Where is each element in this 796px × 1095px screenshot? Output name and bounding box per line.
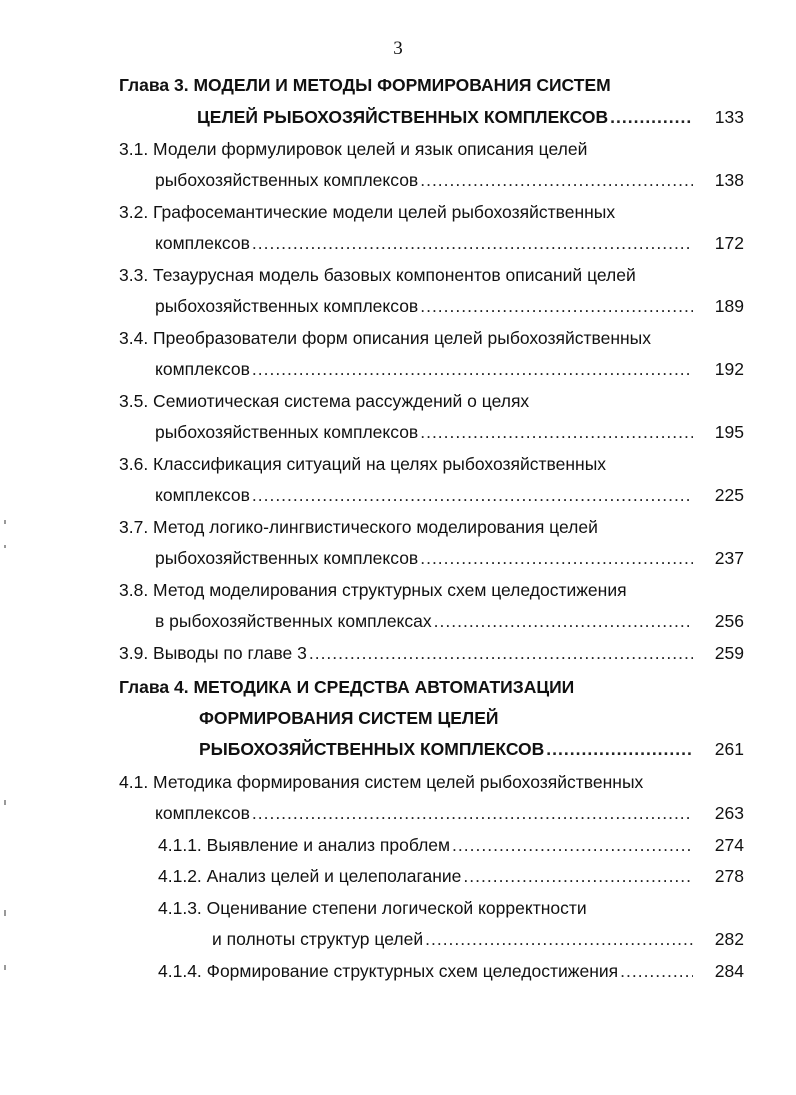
toc-entry-3-2-page: 172	[714, 233, 744, 253]
leader-dots	[420, 421, 693, 443]
toc-entry-text: 4.1.1. Выявление и анализ проблем	[158, 835, 451, 855]
toc-entry-3-7-line-1: 3.7. Метод логико-лингвистического моделирования целей	[119, 517, 598, 537]
toc-entry-3-6-page: 225	[714, 485, 744, 505]
leader-dots	[252, 358, 693, 380]
chapter-3-page: 133	[714, 107, 744, 127]
toc-entry-4-1-4-page: 284	[714, 961, 744, 981]
toc-entry-3-1-page: 138	[714, 170, 744, 190]
toc-entry-text: комплексов	[155, 803, 250, 823]
toc-entry-3-2-line-2	[155, 232, 693, 254]
leader-dots	[452, 834, 693, 856]
chapter-3-title-line-1: Глава 3. МОДЕЛИ И МЕТОДЫ ФОРМИРОВАНИЯ СИСТЕМ	[119, 75, 611, 95]
leader-dots	[252, 802, 693, 824]
toc-entry-4-1-4	[158, 960, 693, 982]
leader-dots	[420, 547, 693, 569]
leader-dots	[425, 928, 693, 950]
toc-entry-3-5-page: 195	[714, 422, 744, 442]
toc-entry-3-9	[119, 642, 693, 664]
scan-artifact	[4, 520, 6, 524]
leader-dots	[252, 232, 693, 254]
scan-artifact	[4, 910, 6, 916]
toc-entry-3-5-line-1: 3.5. Семиотическая система рассуждений о целях	[119, 391, 530, 411]
page-number: 3	[393, 38, 403, 59]
scan-artifact	[4, 800, 6, 805]
toc-entry-text: комплексов	[155, 233, 250, 253]
toc-entry-3-1-line-2	[155, 169, 693, 191]
leader-dots	[463, 865, 693, 887]
toc-entry-text: рыбохозяйственных комплексов	[155, 296, 419, 316]
toc-entry-text: рыбохозяйственных комплексов	[155, 548, 419, 568]
leader-dots	[546, 738, 693, 760]
toc-entry-4-1-page: 263	[714, 803, 744, 823]
toc-entry-text: и полноты структур целей	[212, 929, 424, 949]
scan-artifact	[4, 965, 6, 970]
toc-entry-4-1-line-1: 4.1. Методика формирования систем целей рыбохозяйственных	[119, 772, 644, 792]
toc-entry-3-6-line-2	[155, 484, 693, 506]
toc-entry-4-1-2-page: 278	[714, 866, 744, 886]
toc-entry-3-4-line-1: 3.4. Преобразователи форм описания целей рыбохозяйственных	[119, 328, 651, 348]
leader-dots	[309, 642, 693, 664]
toc-entry-4-1-3-page: 282	[714, 929, 744, 949]
toc-entry-3-9-page: 259	[714, 643, 744, 663]
chapter-3-title-line-2	[197, 106, 693, 128]
leader-dots	[610, 106, 693, 128]
scan-artifact	[4, 545, 6, 548]
toc-entry-3-7-line-2	[155, 547, 693, 569]
toc-entry-3-5-line-2	[155, 421, 693, 443]
chapter-4-title-line-2: ФОРМИРОВАНИЯ СИСТЕМ ЦЕЛЕЙ	[199, 708, 499, 728]
toc-entry-3-1-line-1: 3.1. Модели формулировок целей и язык описания целей	[119, 139, 588, 159]
toc-entry-4-1-3-line-2	[212, 928, 693, 950]
chapter-4-page: 261	[714, 739, 744, 759]
toc-entry-3-7-page: 237	[714, 548, 744, 568]
toc-entry-3-8-page: 256	[714, 611, 744, 631]
toc-entry-text: комплексов	[155, 359, 250, 379]
toc-entry-3-4-line-2	[155, 358, 693, 380]
chapter-4-title-text: РЫБОХОЗЯЙСТВЕННЫХ КОМПЛЕКСОВ	[199, 739, 545, 759]
chapter-3-title-text: ЦЕЛЕЙ РЫБОХОЗЯЙСТВЕННЫХ КОМПЛЕКСОВ	[197, 107, 609, 127]
toc-entry-3-6-line-1: 3.6. Классификация ситуаций на целях рыбохозяйственных	[119, 454, 607, 474]
toc-entry-text: рыбохозяйственных комплексов	[155, 170, 419, 190]
leader-dots	[252, 484, 693, 506]
chapter-4-title-line-1: Глава 4. МЕТОДИКА И СРЕДСТВА АВТОМАТИЗАЦИИ	[119, 677, 575, 697]
toc-entry-text: 4.1.2. Анализ целей и целеполагание	[158, 866, 462, 886]
toc-entry-text: 3.9. Выводы по главе 3	[119, 643, 307, 663]
toc-entry-3-3-line-2	[155, 295, 693, 317]
toc-entry-4-1-1-page: 274	[714, 835, 744, 855]
toc-entry-text: комплексов	[155, 485, 250, 505]
toc-entry-3-3-page: 189	[714, 296, 744, 316]
toc-entry-3-2-line-1: 3.2. Графосемантические модели целей рыбохозяйственных	[119, 202, 616, 222]
toc-entry-4-1-2	[158, 865, 693, 887]
toc-entry-3-4-page: 192	[714, 359, 744, 379]
leader-dots	[420, 295, 693, 317]
toc-entry-4-1-1	[158, 834, 693, 856]
toc-entry-3-8-line-2	[155, 610, 693, 632]
chapter-4-title-line-3	[199, 738, 693, 760]
toc-entry-4-1-line-2	[155, 802, 693, 824]
toc-entry-text: в рыбохозяйственных комплексах	[155, 611, 432, 631]
toc-entry-3-8-line-1: 3.8. Метод моделирования структурных схем целедостижения	[119, 580, 627, 600]
toc-entry-3-3-line-1: 3.3. Тезаурусная модель базовых компонентов описаний целей	[119, 265, 636, 285]
leader-dots	[620, 960, 693, 982]
toc-entry-4-1-3-line-1: 4.1.3. Оценивание степени логической корректности	[158, 898, 587, 918]
leader-dots	[434, 610, 693, 632]
toc-entry-text: рыбохозяйственных комплексов	[155, 422, 419, 442]
toc-entry-text: 4.1.4. Формирование структурных схем целедостижения	[158, 961, 619, 981]
leader-dots	[420, 169, 693, 191]
